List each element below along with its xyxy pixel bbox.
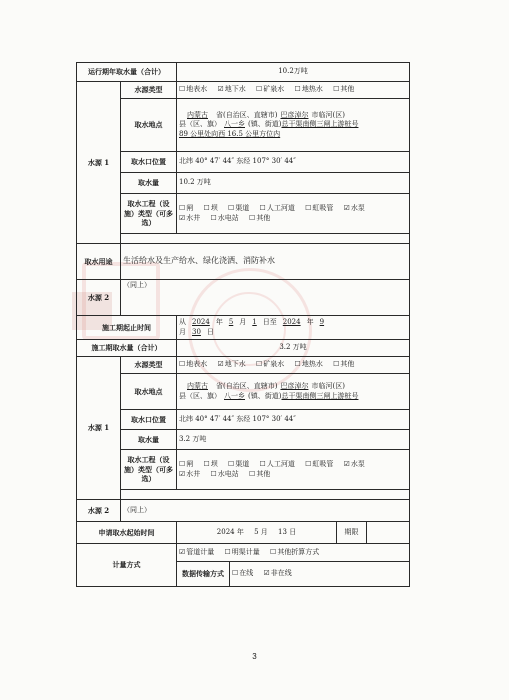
construction-annual-label: 施工期取水量（合计） <box>77 340 177 357</box>
cp-month1: 5 <box>228 318 234 327</box>
cp-source1-label: 水源 1 <box>77 357 121 500</box>
cp-location-value: 内蒙古 省(自治区、直辖市) 巴彦淖尔 市临河(区) 县（区、旗） 八一乡 (镇、街道)总干渠南侧三闸上游桩号 <box>177 374 410 410</box>
page-number: 3 <box>252 652 257 661</box>
cp-coord-label: 取水口位置 <box>121 410 177 430</box>
op-coord-row <box>77 152 410 173</box>
trans-opt-online[interactable]: ☐在线 <box>232 569 254 578</box>
usage-row <box>77 244 410 280</box>
op-proj-hydro[interactable]: ☐水电站 <box>210 213 239 222</box>
cp-source-type-options <box>177 357 410 374</box>
cp-amount-value: 3.2 万吨 <box>177 430 410 450</box>
app-year: 2024 <box>216 527 235 536</box>
op-proj-other[interactable]: ☐其他 <box>249 213 271 222</box>
application-period-label: 期限 <box>337 522 367 544</box>
transmission-cell <box>177 562 410 587</box>
op-project-label: 取水工程（设施）类型（可多选） <box>121 194 177 234</box>
cp-proj-hydro[interactable]: ☐水电站 <box>210 469 239 478</box>
cp-month2: 9 <box>319 318 325 327</box>
cp-type-opt-ground[interactable]: ☑地下水 <box>217 360 246 369</box>
op-proj-canal[interactable]: ☐人工河道 <box>259 204 295 213</box>
op-proj-gate[interactable]: ☐闸 <box>179 204 194 213</box>
cp-year1: 2024 <box>192 318 210 327</box>
usage-value: 生活给水及生产给水、绿化浇洒、消防补水 <box>121 244 410 280</box>
cp-proj-other[interactable]: ☐其他 <box>249 469 271 478</box>
op-type-opt-mineral[interactable]: ☐矿泉水 <box>256 85 285 94</box>
cp-location-row <box>77 374 410 410</box>
application-start-label: 申请取水起始时间 <box>77 522 177 544</box>
cp-location-label: 取水地点 <box>121 374 177 410</box>
cp-proj-gate[interactable]: ☐闸 <box>179 460 194 469</box>
meter-opt-pipe[interactable]: ☑管道计量 <box>179 547 215 556</box>
op-loc-township: 八一乡 <box>224 120 245 129</box>
cp-source2-label: 水源 2 <box>77 500 121 522</box>
usage-label: 取水用途 <box>77 244 121 280</box>
cp-proj-channel[interactable]: ☐渠道 <box>228 460 250 469</box>
cp-coord-value: 北纬 40° 47′ 44″ 东经 107° 30′ 44″ <box>177 410 410 430</box>
op-type-opt-surface[interactable]: ☐地表水 <box>179 85 208 94</box>
op-location-value: 内蒙古 省(自治区、直辖市) 巴彦淖尔 市临河(区) 县（区、旗） 八一乡 (镇、街道)总干渠南侧三闸上游桩号 89 公里处向西 16.5 公里方位内 <box>177 99 410 152</box>
water-intake-form-table <box>76 62 410 587</box>
cp-year2: 2024 <box>282 318 301 327</box>
cp-type-opt-other[interactable]: ☐其他 <box>333 360 355 369</box>
cp-spacer-row <box>77 490 410 500</box>
cp-project-options <box>177 450 410 490</box>
op-loc-detail2: 89 公里处向西 16.5 公里方位内 <box>179 129 281 138</box>
op-type-opt-geothermal[interactable]: ☐地热水 <box>294 85 323 94</box>
cp-source2-row <box>77 500 410 522</box>
op-source-type-row <box>77 82 410 99</box>
op-proj-dam[interactable]: ☐坝 <box>203 204 218 213</box>
op-proj-pump[interactable]: ☑水泵 <box>343 204 365 213</box>
cp-source-type-label: 水源类型 <box>121 357 177 374</box>
cp-source-type-row <box>77 357 410 374</box>
op-loc-city: 巴彦淖尔 <box>280 110 309 119</box>
op-proj-channel[interactable]: ☐渠道 <box>228 204 250 213</box>
cp-proj-pump[interactable]: ☑水泵 <box>343 460 365 469</box>
op-coord-label: 取水口位置 <box>121 152 177 173</box>
cp-spacer-cell <box>121 490 410 500</box>
construction-annual-value: 3.2 万吨 <box>177 340 410 357</box>
metering-label: 计量方式 <box>77 544 177 587</box>
cp-proj-siphon[interactable]: ☐虹吸管 <box>305 460 334 469</box>
cp-amount-label: 取水量 <box>121 430 177 450</box>
operation-annual-row <box>77 63 410 82</box>
op-source2-value: （同上） <box>121 280 410 316</box>
cp-project-label: 取水工程（设施）类型（可多选） <box>121 450 177 490</box>
cp-project-row <box>77 450 410 490</box>
op-location-row <box>77 99 410 152</box>
construction-annual-row <box>77 340 410 357</box>
op-type-opt-other[interactable]: ☐其他 <box>333 85 355 94</box>
op-spacer-cell <box>121 234 410 244</box>
op-amount-row <box>77 173 410 194</box>
op-project-row <box>77 194 410 234</box>
cp-day1: 1 <box>252 318 257 327</box>
cp-day2: 30 <box>192 327 201 336</box>
op-proj-well[interactable]: ☑水井 <box>179 213 201 222</box>
app-day: 13 <box>278 527 287 536</box>
op-source-type-options <box>177 82 410 99</box>
cp-proj-dam[interactable]: ☐坝 <box>203 460 218 469</box>
application-period-value[interactable] <box>367 522 410 544</box>
transmission-inner-table <box>177 562 409 586</box>
op-amount-label: 取水量 <box>121 173 177 194</box>
metering-row <box>77 544 410 562</box>
transmission-options <box>230 562 410 586</box>
cp-source2-value: （同上） <box>121 500 410 522</box>
app-month: 5 <box>254 527 259 536</box>
construction-period-label: 施工期起止时间 <box>77 316 177 340</box>
cp-loc-township: 八一乡 <box>224 391 245 400</box>
op-source2-label: 水源 2 <box>77 280 121 316</box>
cp-type-opt-surface[interactable]: ☐地表水 <box>179 360 208 369</box>
op-coord-value: 北纬 40° 47′ 44″ 东经 107° 30′ 44″ <box>177 152 410 173</box>
cp-proj-canal[interactable]: ☐人工河道 <box>259 460 295 469</box>
cp-type-opt-mineral[interactable]: ☐矿泉水 <box>256 360 285 369</box>
cp-coord-row <box>77 410 410 430</box>
op-spacer-row <box>77 234 410 244</box>
meter-opt-open-channel[interactable]: ☐明渠计量 <box>224 547 260 556</box>
cp-loc-province: 内蒙古 <box>187 382 208 391</box>
operation-annual-label: 运行期年取水量（合计） <box>77 63 177 82</box>
cp-proj-well[interactable]: ☑水井 <box>179 469 201 478</box>
metering-options <box>177 544 410 562</box>
transmission-label: 数据传输方式 <box>177 562 230 586</box>
op-type-opt-ground[interactable]: ☑地下水 <box>217 85 246 94</box>
construction-period-value: 从 2024 年 5 月 1 日至 2024 年 9 月 30 日 <box>177 316 410 340</box>
op-source1-label: 水源 1 <box>77 82 121 244</box>
operation-annual-value: 10.2万吨 <box>177 63 410 82</box>
application-start-row <box>77 522 410 544</box>
op-amount-value: 10.2 万吨 <box>177 173 410 194</box>
op-source-type-label: 水源类型 <box>121 82 177 99</box>
op-location-label: 取水地点 <box>121 99 177 152</box>
cp-type-opt-geothermal[interactable]: ☐地热水 <box>294 360 323 369</box>
op-proj-siphon[interactable]: ☐虹吸管 <box>305 204 334 213</box>
op-loc-province: 内蒙古 <box>187 110 208 119</box>
cp-loc-city: 巴彦淖尔 <box>280 382 309 391</box>
trans-opt-offline[interactable]: ☑非在线 <box>263 569 292 578</box>
op-loc-detail1: 总干渠南侧三闸上游桩号 <box>281 120 359 129</box>
application-start-value: 2024 年 5 月 13 日 <box>177 522 337 544</box>
cp-loc-detail1: 总干渠南侧三闸上游桩号 <box>281 391 359 400</box>
meter-opt-other[interactable]: ☐其他折算方式 <box>270 547 320 556</box>
cp-amount-row <box>77 430 410 450</box>
op-source2-row <box>77 280 410 316</box>
construction-period-row <box>77 316 410 340</box>
op-project-options <box>177 194 410 234</box>
